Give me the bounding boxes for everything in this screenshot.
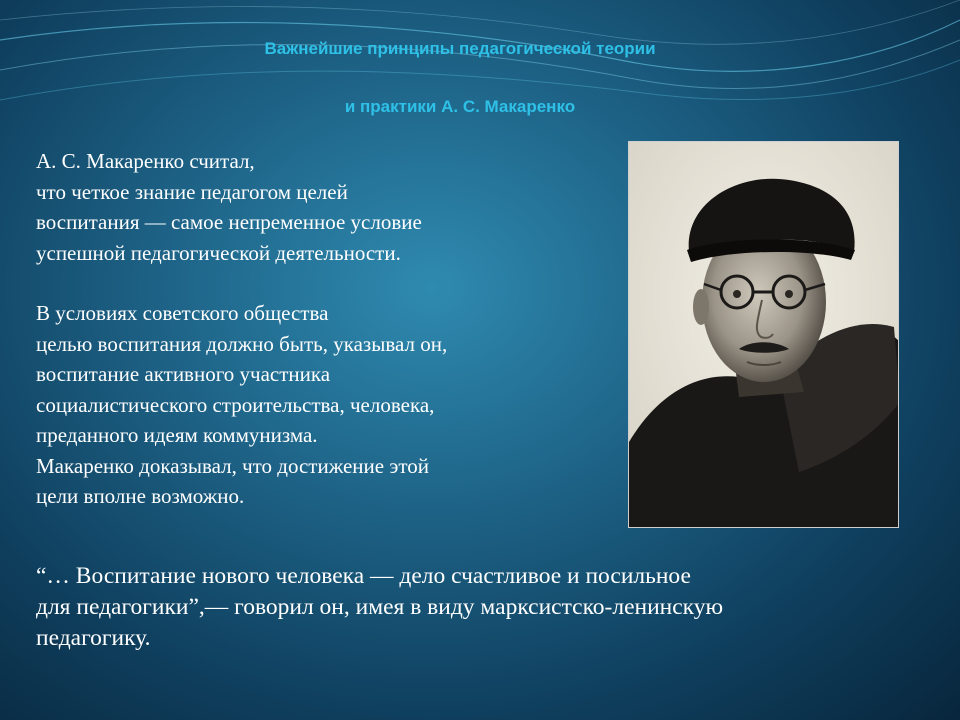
paragraph-1-line: что четкое знание педагогом целей	[36, 179, 348, 204]
paragraph-2-line: социалистического строительства, человека,	[36, 392, 435, 417]
quote-line: “… Воспитание нового человека — дело счастливое и посильное	[36, 563, 691, 589]
portrait-photo	[628, 141, 899, 528]
paragraph-spacer	[36, 268, 616, 298]
decorative-waves	[0, 0, 960, 160]
paragraph-2-line: преданного идеям коммунизма.	[36, 423, 318, 447]
paragraph-2-line: В условиях советского общества	[36, 301, 329, 325]
quote-line: педагогику.	[36, 625, 151, 651]
main-text	[36, 146, 616, 512]
paragraph-1-line: воспитания — самое непременное условие	[36, 210, 422, 234]
quote-line: для педагогики”,— говорил он, имея в виду марксистско-ленинскую	[36, 594, 724, 620]
paragraph-2-line: Макаренко доказывал, что достижение этой	[36, 453, 429, 478]
paragraph-2-line: воспитание активного участника	[36, 362, 331, 386]
portrait-illustration	[629, 142, 899, 528]
paragraph-1-line: успешной педагогической деятельности.	[36, 240, 401, 265]
slide-title-line-1: Важнейшие принципы педагогической теории	[264, 39, 656, 58]
quote-block	[36, 561, 916, 654]
slide-title-line-2: и практики А. С. Макаренко	[344, 97, 576, 116]
paragraph-2-line: целью воспитания должно быть, указывал он,	[36, 331, 448, 356]
paragraph-2-line: цели вполне возможно.	[36, 484, 245, 508]
paragraph-1-line: А. С. Макаренко считал,	[36, 149, 255, 173]
